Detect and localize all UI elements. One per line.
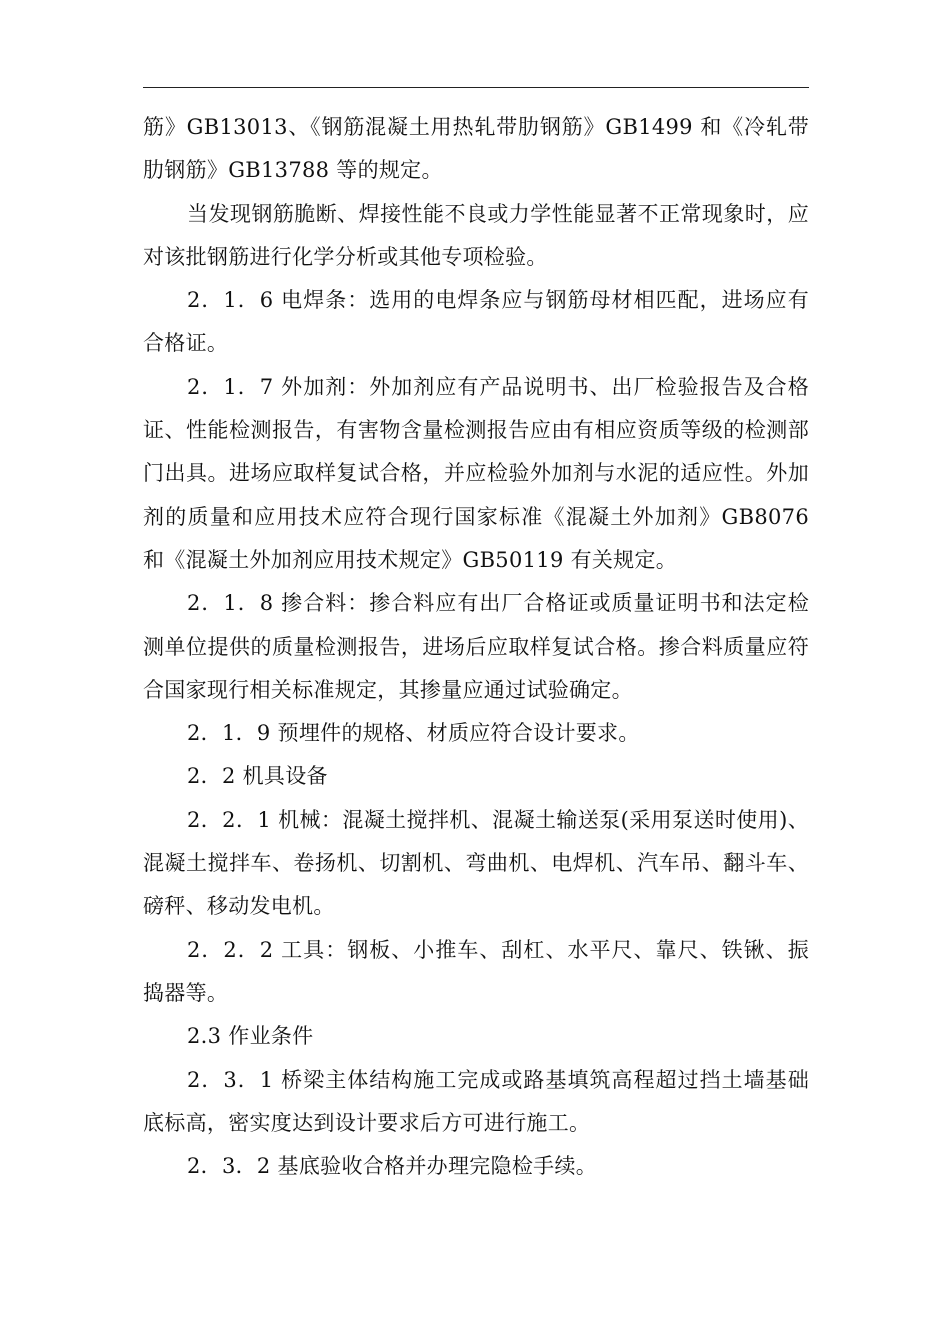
paragraph-2-3-2-foundation-acceptance: 2．3．2 基底验收合格并办理完隐检手续。 (187, 1154, 598, 1179)
document-body (143, 106, 809, 1188)
section-heading-2-3-work-conditions: 2.3 作业条件 (187, 1024, 314, 1049)
paragraph-2-2-2-tools: 2．2．2 工具：钢板、小推车、刮杠、水平尺、靠尺、铁锹、振捣器等。 (143, 937, 809, 1005)
paragraph-2-2-1-machinery: 2．2．1 机械：混凝土搅拌机、混凝土输送泵(采用泵送时使用)、混凝土搅拌车、卷扬机、切割机、弯曲机、电焊机、汽车吊、翻斗车、磅秤、移动发电机。 (143, 807, 809, 919)
paragraph-2-1-9-embedded-parts: 2．1．9 预埋件的规格、材质应符合设计要求。 (187, 721, 640, 746)
paragraph-2-1-8-mineral-admixture: 2．1．8 掺合料：掺合料应有出厂合格证或质量证明书和法定检测单位提供的质量检测报告，进场后应取样复试合格。掺合料质量应符合国家现行相关标准规定，其掺量应通过试验确定。 (143, 591, 809, 702)
section-heading-2-2-equipment: 2．2 机具设备 (187, 764, 328, 789)
paragraph-steel-standards-continued: 筋》GB13013、《钢筋混凝土用热轧带肋钢筋》GB1499 和《冷轧带肋钢筋》GB13788 等的规定。 (143, 115, 809, 183)
header-rule (143, 87, 809, 88)
paragraph-2-3-1-construction-start: 2．3．1 桥梁主体结构施工完成或路基填筑高程超过挡土墙基础底标高，密实度达到设计要求后方可进行施工。 (143, 1067, 809, 1135)
paragraph-steel-special-inspection: 当发现钢筋脆断、焊接性能不良或力学性能显著不正常现象时，应对该批钢筋进行化学分析或其他专项检验。 (143, 201, 809, 269)
paragraph-2-1-7-admixture: 2．1．7 外加剂：外加剂应有产品说明书、出厂检验报告及合格证、性能检测报告，有害物含量检测报告应由有相应资质等级的检测部门出具。进场应取样复试合格，并应检验外加剂与水泥的适应性。外加剂的质量和应用技术应符合现行国家标准《混凝土外加剂》GB8076 和《混凝土外加剂应用技术规定》GB50119 有关规定。 (143, 374, 809, 572)
paragraph-2-1-6-welding-rod: 2．1．6 电焊条：选用的电焊条应与钢筋母材相匹配，进场应有合格证。 (143, 288, 809, 356)
